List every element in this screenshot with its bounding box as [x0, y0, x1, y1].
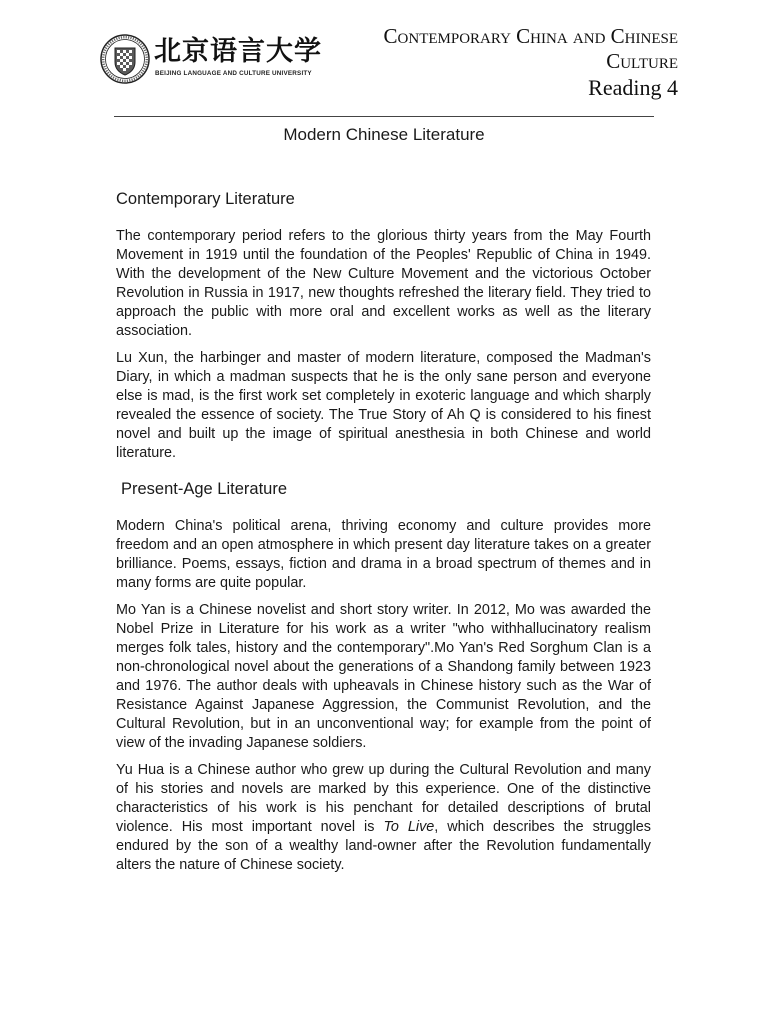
section-heading-contemporary: Contemporary Literature	[116, 190, 295, 208]
course-title	[318, 24, 678, 74]
yu-hua-text-end: , which describes the struggles endured by the son of a wealthy land-owner after the Revolution fundamentally alters the nature of Chinese society.	[116, 819, 651, 873]
reading-number: Reading 4	[588, 75, 678, 100]
header-divider	[114, 116, 654, 117]
document-title: Modern Chinese Literature	[283, 125, 485, 144]
section-heading-present-age: Present-Age Literature	[121, 480, 288, 498]
course-title-line-1: Contemporary China and Chinese	[383, 24, 678, 48]
university-seal-icon	[100, 34, 150, 84]
paragraph: The contemporary period refers to the glorious thirty years from the May Fourth Movement in 1919 until the foundation of the Peoples' Republic of China in 1949. With the development of the New Culture Movement and the victorious October Revolution in Russia in 1917, new thoughts refreshed the literary field. They tried to approach the public with more oral and excellent works as well as the literary association.	[116, 228, 651, 339]
university-logo	[100, 34, 322, 84]
novel-title-to-live: To Live	[383, 819, 435, 835]
logo-english-name: BEIJING LANGUAGE AND CULTURE UNIVERSITY	[155, 70, 312, 77]
paragraph-yu-hua	[116, 761, 651, 875]
paragraph: Lu Xun, the harbinger and master of modern literature, composed the Madman's Diary, in which a madman suspects that he is the only sane person and everyone else is mad, is the first work set completely in exoteric language and which sharply revealed the essence of society. The True Story of Ah Q is considered to his finest novel and built up the image of spiritual anesthesia in both Chinese and world literature.	[116, 350, 651, 461]
yu-hua-text-start: Yu Hua is a Chinese author who grew up during the Cultural Revolution and many of his stories and novels are marked by this experience. One of the distinctive characteristics of his work is his penchant for detailed descriptions of brutal violence. His most important novel is	[116, 762, 651, 835]
page-header	[0, 0, 768, 120]
paragraph: Modern China's political arena, thriving economy and culture provides more freedom and an open atmosphere in which present day literature takes on a greater brilliance. Poems, essays, fiction and drama in a broad spectrum of themes and in many forms are quite popular.	[116, 518, 651, 591]
paragraph: Mo Yan is a Chinese novelist and short story writer. In 2012, Mo was awarded the Nobel Prize in Literature for his work as a writer "who withhallucinatory realism merges folk tales, history and the contemporary".Mo Yan's Red Sorghum Clan is a non-chronological novel about the generations of a Shandong family between 1923 and 1976. The author deals with upheavals in Chinese history such as the War of Resistance Against Japanese Aggression, the Communist Revolution, and the Cultural Revolution, but in an unconventional way; for example from the point of view of the invading Japanese soldiers.	[116, 602, 651, 751]
course-title-line-2: Culture	[606, 49, 678, 73]
logo-chinese-name: 北京语言大学	[154, 36, 322, 67]
document-body	[116, 190, 651, 883]
